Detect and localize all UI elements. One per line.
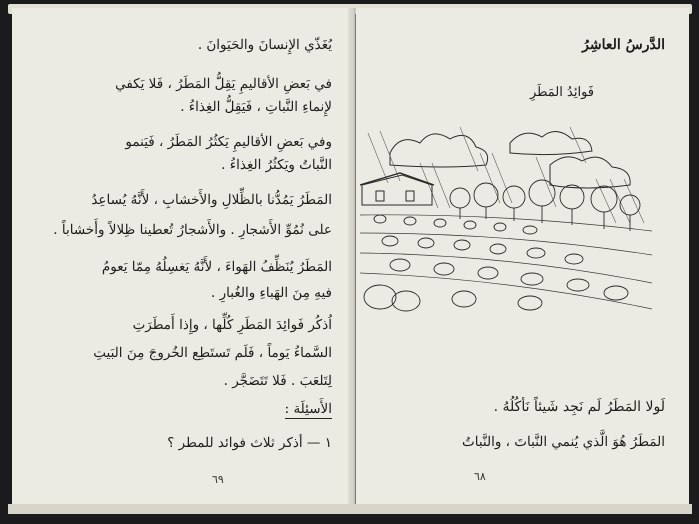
text-line: فيهِ مِنَ الهَباءِ والغُبارِ . [211, 285, 332, 301]
text-line: السَّماءُ يَوماً ، فَلَم تَستَطِع الخُروجَ مِنَ البَيتِ [93, 345, 332, 361]
text-line: المَطَرُ هُوَ الَّذي يُنمي النَّباتَ ، والنَّباتُ [462, 434, 665, 450]
text-line: لِتَلعَبَ . فَلا تَتَضَجَّر . [223, 373, 332, 389]
text-line: النَّباتُ ويَكثُرُ الغِذاءُ . [221, 157, 332, 173]
page-number: ٦٩ [212, 473, 224, 486]
text-line: المَطَرُ يُنَظِّفُ الهَواءَ ، لأَنَّهُ يَغسِلُهُ مِمّا يَعومُ [101, 259, 332, 275]
rain-field-illustration [360, 123, 652, 313]
text-line: في بَعضِ الأقاليمِ يَقِلُّ المَطَرُ ، فَلا يَكفي [115, 76, 332, 92]
text-line: لَولا المَطَرُ لَم نَجِد شَيئاً نَأكُلُهُ . [493, 399, 665, 415]
text-line: المَطَرُ يَمُدُّنا بالظِّلالِ والأَخشابِ ، لأَنَّهُ يُساعِدُ [91, 192, 332, 208]
questions-heading [285, 400, 332, 418]
lesson-subtitle: فَوائِدُ المَطَرِ [529, 85, 594, 100]
left-page [12, 8, 355, 508]
book-page-edges [8, 504, 692, 514]
question-item: ١ — أذكر ثلاث فوائد للمطر ؟ [167, 435, 332, 451]
text-line: اُذكُر فَوائِدَ المَطَرِ كُلِّها ، وإِذا أَمطَرَتِ [132, 317, 332, 333]
text-line: يُغَذّي الإِنسانَ والحَيَوانَ . [197, 37, 332, 53]
text-line: لإِنماءِ النَّباتِ ، فَيَقِلُّ الغِذاءُ . [180, 99, 332, 115]
lesson-title: الدَّرسُ العاشِرُ [582, 37, 665, 53]
right-page [356, 8, 689, 508]
page-number: ٦٨ [474, 470, 486, 483]
text-line: وفي بَعضِ الأقاليمِ يَكثُرُ المَطَرُ ، فَيَنمو [125, 134, 332, 150]
text-line: على نُمُوِّ الأَشجارِ . والأَشجارُ تُعطينا ظِلالاً وأَخشاباً . [53, 222, 332, 238]
questions-heading-text: الأَسئِلَة : [284, 401, 332, 417]
